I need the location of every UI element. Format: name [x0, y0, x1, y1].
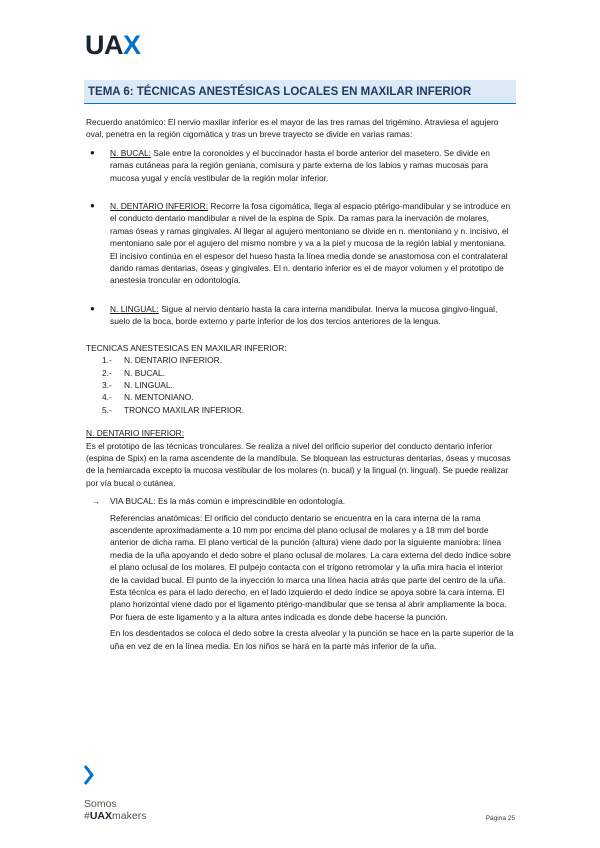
- list-item: 1.- N. DENTARIO INFERIOR.: [102, 355, 223, 366]
- dentario-intro: Es el prototipo de las técnicas tronculares. Se realiza a nivel del orificio superior del conducto dentario inferior (espina de Spix) en la rama ascendente de la mandíbula. Se bloquean las estructuras dentarias, óseas y mucosas de la hemiarcada excepto la mucosa vestibular de los molares (n. bucal) y la lingual (n. lingual). Se puede realizar por vía bucal o cutánea.: [86, 440, 511, 488]
- branch-label: N. DENTARIO INFERIOR:: [110, 201, 209, 212]
- document-body: [86, 116, 514, 652]
- branch-text: Sigue al nervio dentario hasta la cara interna mandibular. Inerva la mucosa gingivo-lingual, suelo de la boca, borde externo y parte inferior de los dos tercios anteriores de la lengua.: [110, 303, 498, 327]
- page-title: TEMA 6: TÉCNICAS ANESTÉSICAS LOCALES EN MAXILAR INFERIOR: [88, 86, 472, 98]
- techniques-title: TECNICAS ANESTESICAS EN MAXILAR INFERIOR:: [86, 342, 287, 353]
- branch-text: Sale entre la coronoides y el buccinador hasta el borde anterior del masetero. Se divide en ramas cutáneas para la región geniana, comisura y parte externa de los labios y ramas mucosas para mucosa yugal y encía vestibular de la región molar inferior.: [110, 147, 490, 183]
- list-item: 5.- TRONCO MAXILAR INFERIOR.: [102, 404, 245, 415]
- via-bucal-item: [86, 495, 514, 507]
- branch-item-dentario: [86, 200, 514, 287]
- techniques-list: [86, 354, 514, 416]
- dentario-section-title: N. DENTARIO INFERIOR:: [86, 428, 185, 439]
- branch-item-lingual: [86, 303, 514, 328]
- referencias-paragraph: Referencias anatómicas: El orificio del conducto dentario se encuentra en la cara interna de la rama ascendente aproximadamente a 10 mm por encima del plano oclusal de molares y a 18 mm del borde anterior de dicha rama. El plano vertical de la punción (altura) viene dado por la siguiente maniobra: línea media de la uña apoyando el dedo sobre el plano oclusal de molares. La cara externa del dedo índice sobre el plano oclusal de los molares. El pulpejo contacta con el trígono retromolar y la uña mira hacia el interior de la cavidad bucal. El punto de la inyección lo marca una línea hacia atrás que parte del centro de la uña. Esta técnica es para el lado derecho, en el lado izquierdo el dedo índice se apoya sobre la cara interna. El plano horizontal viene dado por el ligamento ptérigo-mandibular que se tensa al abrir ampliamente la boca. Por fuera de este ligamento y a la altura antes indicada es donde debe hacerse la punción.: [110, 512, 511, 622]
- list-item: 3.- N. LINGUAL.: [102, 379, 173, 390]
- via-bucal-text: VIA BUCAL: Es la más común e imprescindible en odontología.: [110, 496, 346, 507]
- arrow-right-icon: →: [92, 496, 101, 507]
- page-number: Página 25: [485, 815, 515, 822]
- footer-brand: Somos #UAXmakers: [84, 798, 147, 822]
- section-title-bar: [84, 80, 516, 104]
- uax-logo: UAX: [85, 30, 141, 60]
- list-item: 2.- N. BUCAL.: [102, 367, 165, 378]
- desdentados-paragraph: En los desdentados se coloca el dedo sobre la cresta alveolar y la punción se hace en la parte superior de la uña en vez de en la línea media. En los niños se hará en la parte más inferior de la uña.: [110, 628, 514, 651]
- branch-label: N. LINGUAL:: [110, 303, 159, 314]
- branch-item-bucal: [86, 147, 514, 184]
- list-item: 4.- N. MENTONIANO.: [102, 392, 194, 403]
- chevron-right-icon: [84, 765, 94, 790]
- branch-text: Recorre la fosa cigomática, llega al espacio ptérigo-mandibular y se introduce en el conducto dentario mandibular a nivel de la espina de Spix. Da ramas para la inervación de molares, ramas óseas y ramas gingivales. Al llegar al agujero mentoniano se divide en n. mentoniano y n. incisivo, el mentoniano sale por el agujero del mismo nombre y va a la piel y mucosa de la región labial y mentoniana. El incisivo continúa en el espesor del hueso hasta la línea media donde se anastomosa con el contralateral dando ramas dentarias, óseas y gingivales. El n. dentario inferior es el de mayor volumen y el prototipo de anestesia troncular en odontología.: [110, 201, 511, 286]
- bullet-icon: ●: [90, 147, 95, 157]
- bullet-icon: ●: [90, 303, 95, 313]
- bullet-icon: ●: [90, 201, 95, 211]
- branch-label: N. BUCAL:: [110, 147, 151, 158]
- intro-paragraph: Recuerdo anatómico: El nervio maxilar inferior es el mayor de las tres ramas del trigémino. Atraviesa el agujero oval, penetra en la región cigomática y tras un breve trayecto se divide en varias ramas:: [86, 117, 499, 140]
